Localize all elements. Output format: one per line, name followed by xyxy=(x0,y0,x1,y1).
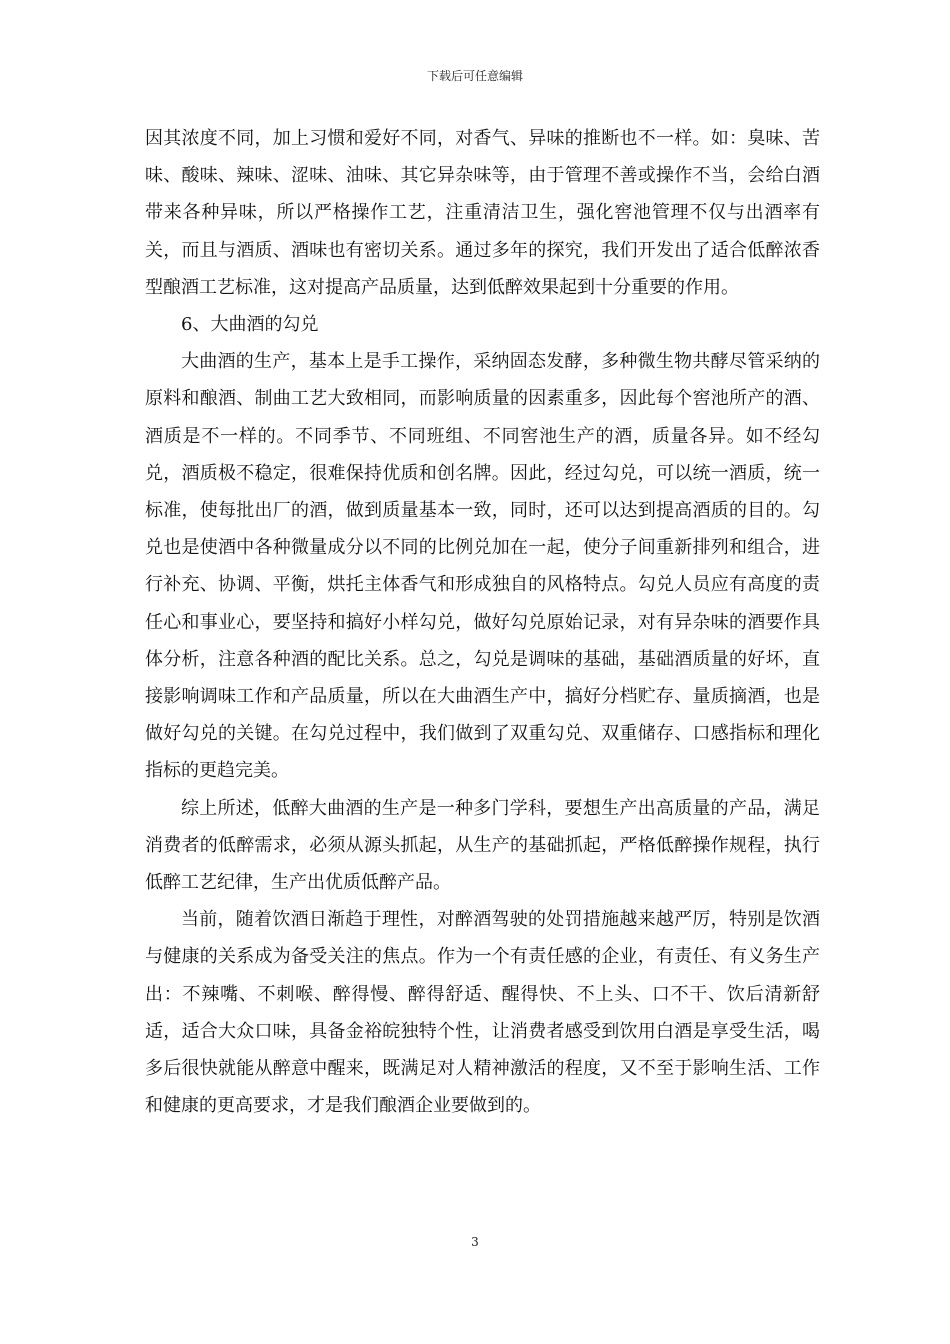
page-number: 3 xyxy=(471,1235,479,1249)
page-header: 下载后可任意编辑 xyxy=(426,69,523,83)
document-body xyxy=(145,120,820,1124)
paragraph-summary: 综上所述，低醉大曲酒的生产是一种多门学科，要想生产出高质量的产品，满足消费者的低醉需求，必须从源头抓起，从生产的基础抓起，严格低醉操作规程，执行低醉工艺纪律，生产出优质低醉产品。 xyxy=(145,797,820,894)
section-heading: 6、大曲酒的勾兑 xyxy=(181,314,319,336)
paragraph-conclusion: 当前，随着饮酒日渐趋于理性，对醉酒驾驶的处罚措施越来越严厉，特别是饮酒与健康的关系成为备受关注的焦点。作为一个有责任感的企业，有责任、有义务生产出：不辣嘴、不刺喉、醉得慢、醉得舒适、醒得快、不上头、口不干、饮后清新舒适，适合大众口味，具备金裕皖独特个性，让消费者感受到饮用白酒是享受生活，喝多后很快就能从醉意中醒来，既满足对人精神激活的程度，又不至于影响生活、工作和健康的更高要求，才是我们酿酒企业要做到的。 xyxy=(145,909,820,1117)
paragraph-continuation: 因其浓度不同，加上习惯和爱好不同，对香气、异味的推断也不一样。如：臭味、苦味、酸味、辣味、涩味、油味、其它异杂味等，由于管理不善或操作不当，会给白酒带来各种异味，所以严格操作工艺，注重清洁卫生，强化窖池管理不仅与出酒率有关，而且与酒质、酒味也有密切关系。通过多年的探究，我们开发出了适合低醉浓香型酿酒工艺标准，这对提高产品质量，达到低醉效果起到十分重要的作用。 xyxy=(145,128,820,298)
paragraph-blending: 大曲酒的生产，基本上是手工操作，采纳固态发酵，多种微生物共酵尽管采纳的原料和酿酒、制曲工艺大致相同，而影响质量的因素重多，因此每个窖池所产的酒、酒质是不一样的。不同季节、不同班组、不同窖池生产的酒，质量各异。如不经勾兑，酒质极不稳定，很难保持优质和创名牌。因此，经过勾兑，可以统一酒质，统一标准，使每批出厂的酒，做到质量基本一致，同时，还可以达到提高酒质的目的。勾兑也是使酒中各种微量成分以不同的比例兑加在一起，使分子间重新排列和组合，进行补充、协调、平衡，烘托主体香气和形成独自的风格特点。勾兑人员应有高度的责任心和事业心，要坚持和搞好小样勾兑，做好勾兑原始记录，对有异杂味的酒要作具体分析，注意各种酒的配比关系。总之，勾兑是调味的基础，基础酒质量的好坏，直接影响调味工作和产品质量，所以在大曲酒生产中，搞好分档贮存、量质摘酒，也是做好勾兑的关键。在勾兑过程中，我们做到了双重勾兑、双重储存、口感指标和理化指标的更趋完美。 xyxy=(145,351,820,782)
